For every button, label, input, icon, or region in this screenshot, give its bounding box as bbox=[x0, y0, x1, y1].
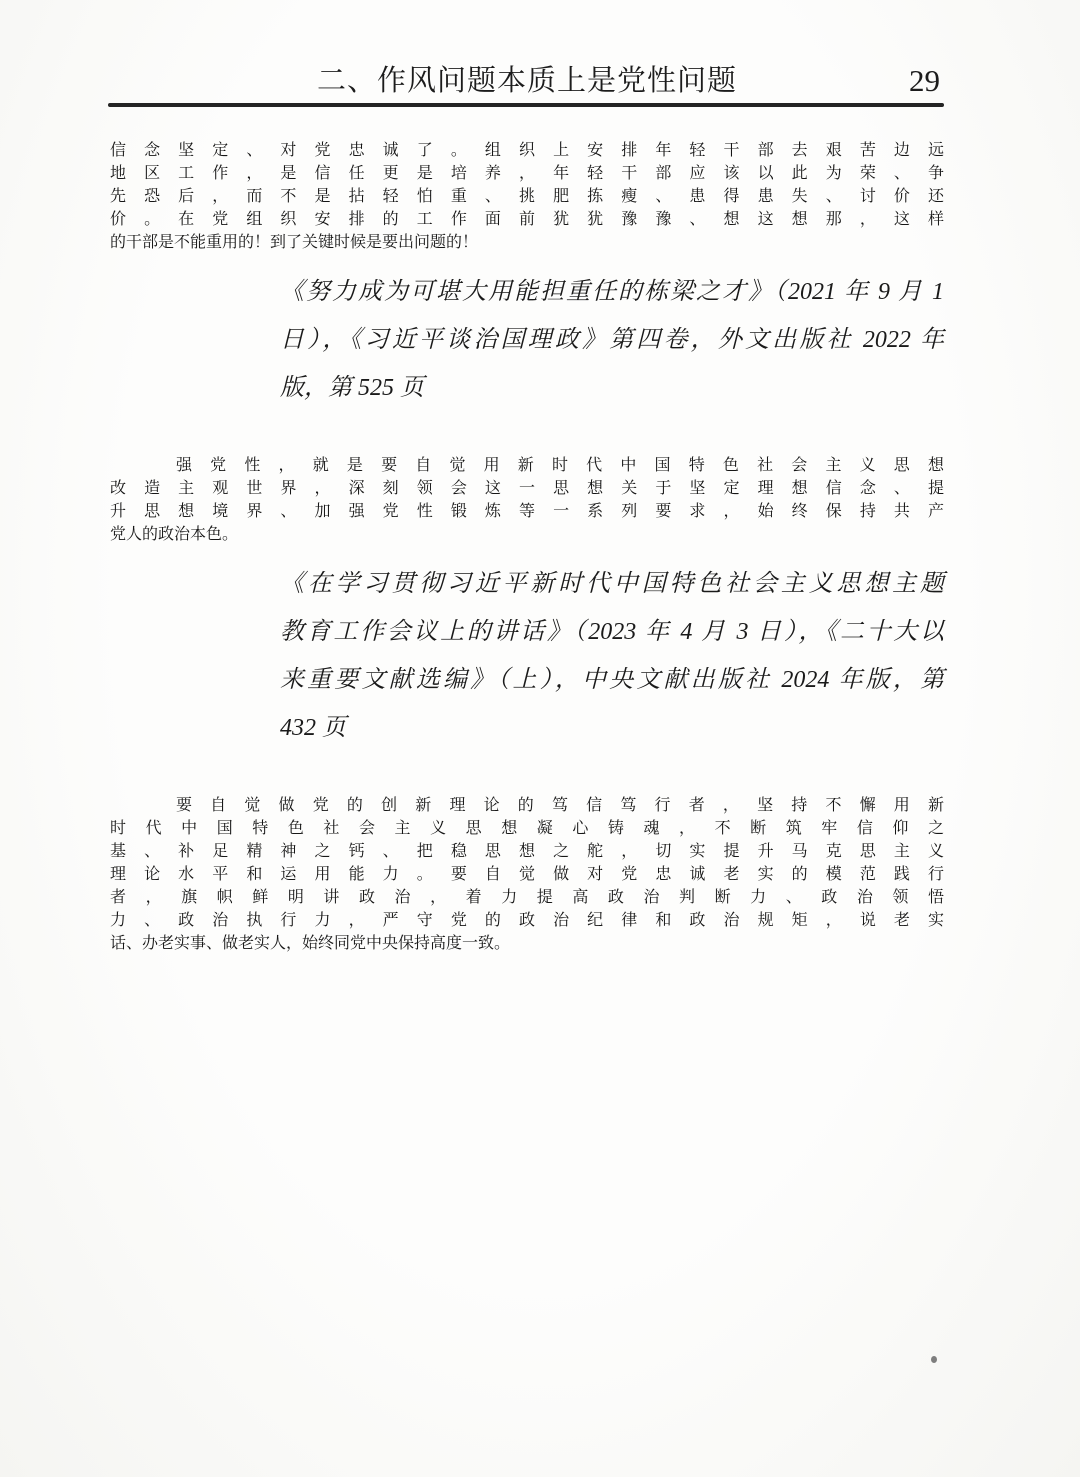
text-line: 时代中国特色社会主义思想凝心铸魂，不断筑牢信仰之 bbox=[110, 820, 944, 837]
text-line: 地区工作，是信任更是培养，年轻干部应该以此为荣、争 bbox=[110, 165, 944, 182]
text-line: 的干部是不能重用的！到了关键时候是要出问题的！ bbox=[110, 234, 479, 251]
page-number: 29 bbox=[909, 63, 940, 98]
citation-line: 来重要文献选编》（上），中央文献出版社 2024 年版，第 bbox=[280, 667, 944, 693]
citation-line: 版，第 525 页 bbox=[280, 375, 424, 401]
text-line: 者，旗帜鲜明讲政治，着力提高政治判断力、政治领悟 bbox=[110, 889, 944, 906]
running-head-title: 二、作风问题本质上是党性问题 bbox=[316, 65, 737, 97]
text-line: 力、政治执行力，严守党的政治纪律和政治规矩，说老实 bbox=[110, 912, 944, 929]
text-line: 改造主观世界，深刻领会这一思想关于坚定理想信念、提 bbox=[110, 480, 944, 497]
citation-line: 《努力成为可堪大用能担重任的栋梁之才》（2021 年 9 月 1 bbox=[280, 279, 944, 305]
page-header bbox=[110, 62, 944, 100]
page-body bbox=[110, 107, 944, 969]
text-line: 价。在党组织安排的工作面前犹犹豫豫、想这想那，这样 bbox=[110, 211, 944, 228]
source-citation-2 bbox=[280, 560, 944, 752]
citation-line: 日），《习近平谈治国理政》第四卷，外文出版社 2022 年 bbox=[280, 327, 944, 353]
text-line: 先恐后，而不是拈轻怕重、挑肥拣瘦、患得患失、讨价还 bbox=[110, 188, 944, 205]
citation-line: 《在学习贯彻习近平新时代中国特色社会主义思想主题 bbox=[280, 571, 944, 597]
text-line: 强党性，就是要自觉用新时代中国特色社会主义思想 bbox=[176, 457, 944, 474]
text-line: 要自觉做党的创新理论的笃信笃行者，坚持不懈用新 bbox=[176, 797, 944, 814]
text-line: 信念坚定、对党忠诚了。组织上安排年轻干部去艰苦边远 bbox=[110, 142, 944, 159]
citation-line: 教育工作会议上的讲话》（2023 年 4 月 3 日），《二十大以 bbox=[280, 619, 944, 645]
source-citation-1 bbox=[280, 268, 944, 412]
scan-artifact-dot bbox=[931, 1356, 937, 1363]
text-line: 升思想境界、加强党性锻炼等一系列要求，始终保持共产 bbox=[110, 503, 944, 520]
text-line: 理论水平和运用能力。要自觉做对党忠诚老实的模范践行 bbox=[110, 866, 944, 883]
text-line: 党人的政治本色。 bbox=[110, 526, 239, 543]
citation-line: 432 页 bbox=[280, 715, 346, 741]
text-line: 话、办老实事、做老实人，始终同党中央保持高度一致。 bbox=[110, 935, 511, 952]
text-line: 基、补足精神之钙、把稳思想之舵，切实提升马克思主义 bbox=[110, 843, 944, 860]
